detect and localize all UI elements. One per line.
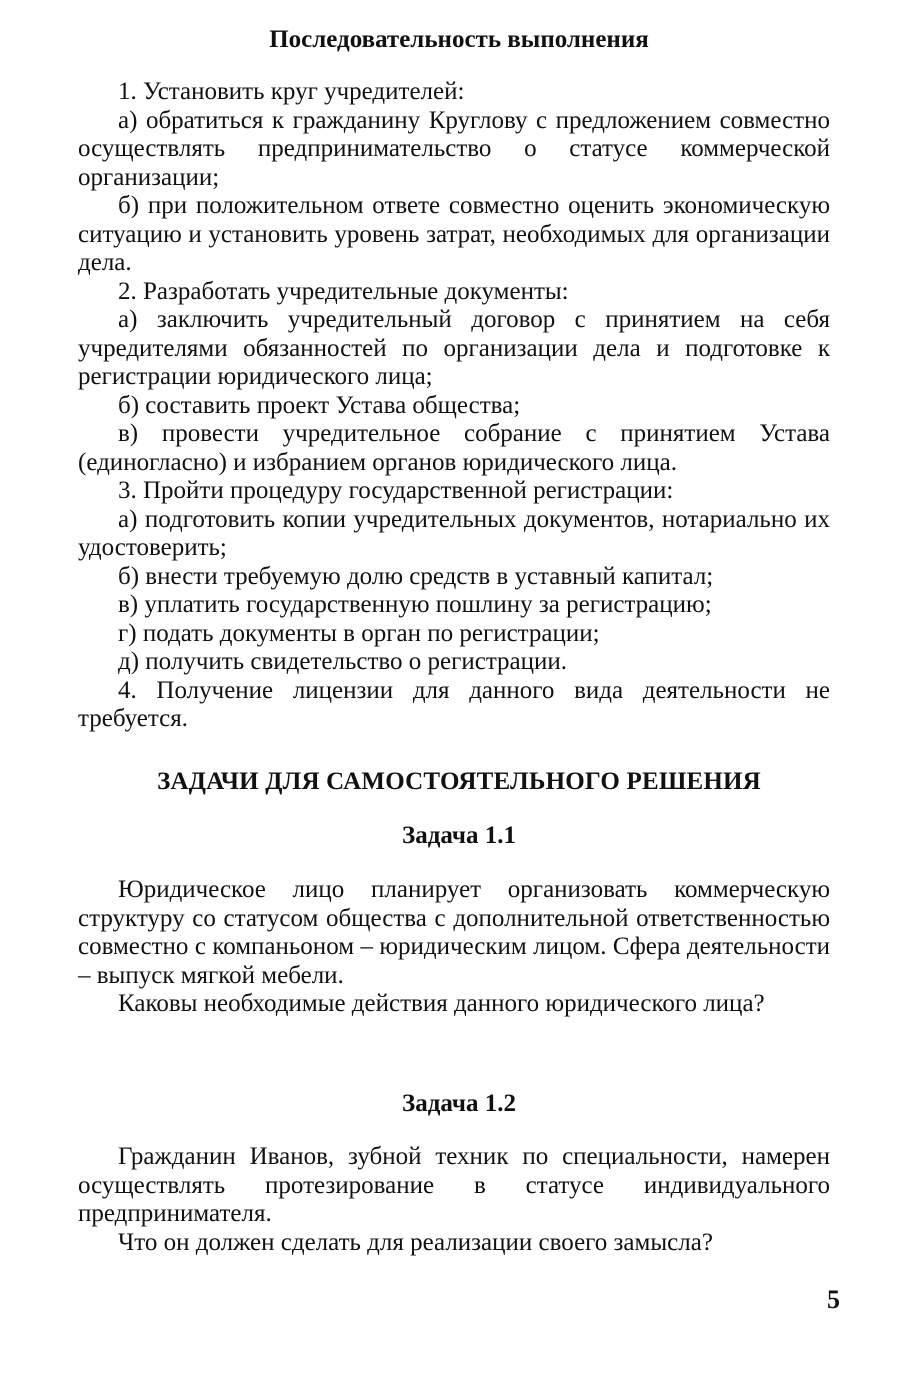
task-1-1-heading: Задача 1.1	[402, 822, 516, 849]
task-1-2-paragraph: Гражданин Иванов, зубной техник по специальности, намерен осуществлять протезирование в статусе индивидуального предпринимателя.	[78, 1143, 830, 1227]
page-number: 5	[827, 1285, 840, 1314]
step-3b: б) внести требуемую долю средств в уставный капитал;	[118, 562, 714, 590]
procedure-heading: Последовательность выполнения	[269, 26, 649, 53]
step-1b: б) при положительном ответе совместно оценить экономическую ситуацию и установить уровень затрат, необходимых для организации дела.	[78, 192, 830, 276]
step-1: 1. Установить круг учредителей:	[118, 78, 465, 105]
step-2a: а) заключить учредительный договор с принятием на себя учредителями обязанностей по организации дела и подготовке к регистрации юридического лица;	[78, 306, 830, 390]
step-3e: д) получить свидетельство о регистрации.	[118, 648, 568, 675]
task-1-2-heading: Задача 1.2	[402, 1090, 516, 1117]
step-3d: г) подать документы в орган по регистрации;	[118, 619, 600, 647]
task-1-2-question: Что он должен сделать для реализации своего замысла?	[118, 1228, 713, 1256]
task-1-1-body	[78, 876, 830, 1019]
procedure-steps	[78, 78, 830, 734]
step-1a: а) обратиться к гражданину Круглову с предложением совместно осуществлять предпринимательство о статусе коммерческой организации;	[78, 106, 830, 191]
step-3a: а) подготовить копии учредительных документов, нотариально их удостоверить;	[78, 505, 830, 561]
step-3: 3. Пройти процедуру государственной регистрации:	[118, 477, 674, 504]
step-2c: в) провести учредительное собрание с принятием Устава (единогласно) и избранием органов юридического лица.	[78, 420, 830, 476]
section-heading: ЗАДАЧИ ДЛЯ САМОСТОЯТЕЛЬНОГО РЕШЕНИЯ	[157, 768, 761, 795]
step-2b: б) составить проект Устава общества;	[118, 391, 521, 419]
step-2: 2. Разработать учредительные документы:	[118, 277, 569, 305]
task-1-2-body	[78, 1143, 830, 1257]
step-4: 4. Получение лицензии для данного вида деятельности не требуется.	[78, 676, 830, 732]
task-1-1-question: Каковы необходимые действия данного юридического лица?	[118, 990, 765, 1017]
task-1-1-paragraph: Юридическое лицо планирует организовать коммерческую структуру со статусом общества с дополнительной ответственностью совместно с компаньоном – юридическим лицом. Сфера деятельности – выпуск мягкой мебели.	[78, 876, 830, 989]
step-3c: в) уплатить государственную пошлину за регистрацию;	[118, 591, 712, 618]
